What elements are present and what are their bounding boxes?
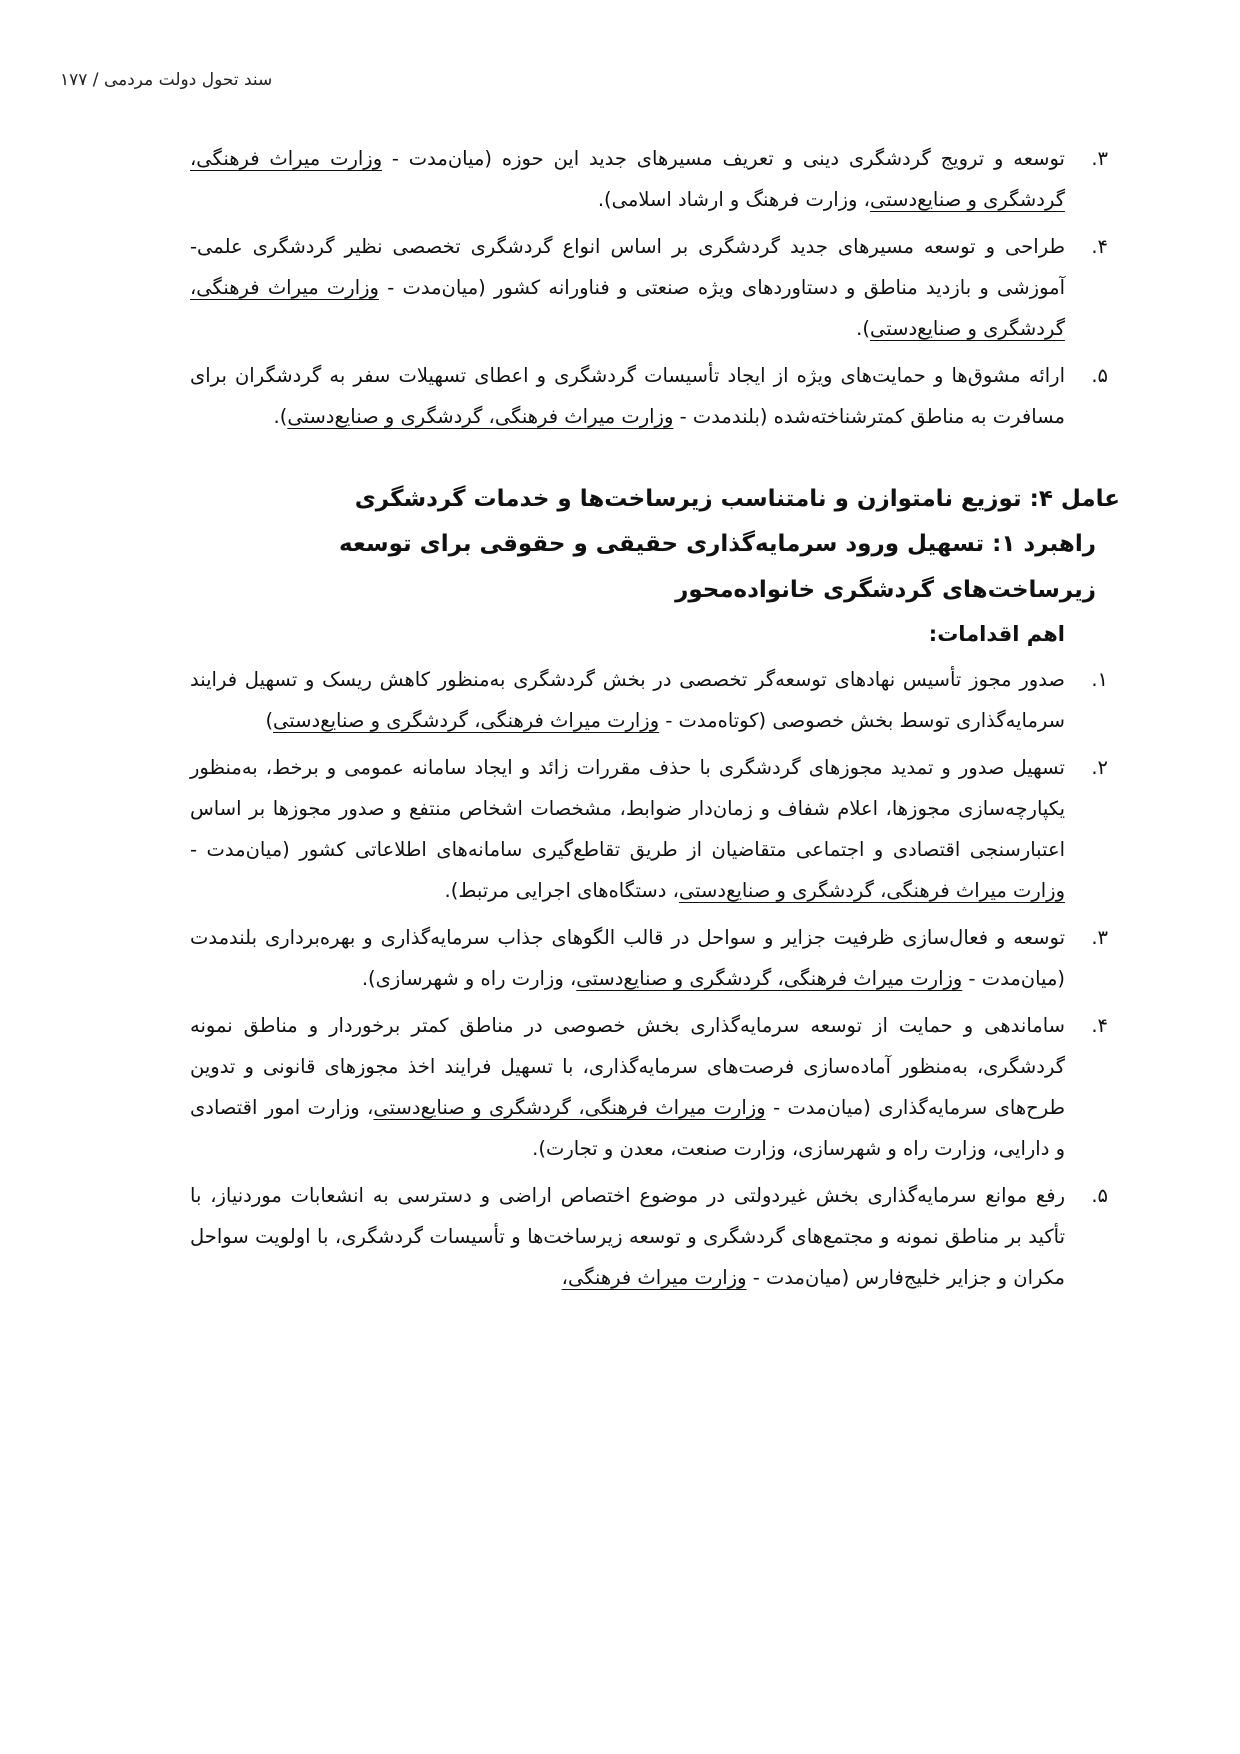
item-number: ۴. bbox=[1091, 1014, 1108, 1037]
list-item bbox=[120, 226, 1120, 349]
responsible-agency: وزارت میراث فرهنگی، bbox=[561, 1266, 747, 1289]
item-number: ۵. bbox=[1091, 364, 1108, 387]
item-text: ارائه مشوق‌ها و حمایت‌های ویژه از ایجاد تأسیسات گردشگری و اعطای تسهیلات سفر به گردشگران برای مسافرت به مناطق کمترشناخته‌شده (بلندمدت - bbox=[190, 364, 1065, 428]
item-tail: ، وزارت راه و شهرسازی). bbox=[361, 967, 577, 990]
item-text: رفع موانع سرمایه‌گذاری بخش غیردولتی در موضوع اختصاص اراضی و دسترسی به انشعابات موردنیاز، با تأکید بر مناطق نمونه و مجتمع‌های گردشگری و توسعه زیرساخت‌ها و تأسیسات گردشگری، با اولویت سواحل مکران و جزایر خلیج‌فارس (میان‌مدت - bbox=[190, 1184, 1065, 1289]
running-header: سند تحول دولت مردمی / ۱۷۷ bbox=[60, 70, 273, 90]
item-text: توسعه و ترویج گردشگری دینی و تعریف مسیرهای جدید این حوزه (میان‌مدت - bbox=[382, 147, 1065, 170]
list-item bbox=[120, 1005, 1120, 1169]
strategy-heading: راهبرد ۱: تسهیل ورود سرمایه‌گذاری حقیقی و حقوقی برای توسعه زیرساخت‌های گردشگری خانواده‌محور bbox=[339, 531, 1096, 603]
factor-heading: عامل ۴: توزیع نامتوازن و نامتناسب زیرساخت‌ها و خدمات گردشگری bbox=[354, 486, 1120, 512]
list-item bbox=[120, 659, 1120, 741]
responsible-agency: وزارت میراث فرهنگی، گردشگری و صنایع‌دستی bbox=[576, 967, 963, 990]
responsible-agency: وزارت میراث فرهنگی، گردشگری و صنایع‌دستی bbox=[678, 879, 1065, 902]
actions-heading: اهم اقدامات: bbox=[928, 622, 1065, 646]
item-number: ۲. bbox=[1091, 756, 1108, 779]
item-tail: ). bbox=[273, 405, 288, 428]
responsible-agency: وزارت میراث فرهنگی، گردشگری و صنایع‌دستی bbox=[373, 1096, 766, 1119]
item-number: ۵. bbox=[1091, 1184, 1108, 1207]
list-item bbox=[120, 1175, 1120, 1298]
responsible-agency: وزارت میراث فرهنگی، گردشگری و صنایع‌دستی bbox=[287, 405, 674, 428]
item-text: ساماندهی و حمایت از توسعه سرمایه‌گذاری بخش خصوصی در مناطق کمتر برخوردار و مناطق نمونه گردشگری، به‌منظور آماده‌سازی فرصت‌های سرمایه‌گذاری، با تسهیل فرایند اخذ مجوزهای قانونی و تدوین طرح‌های سرمایه‌گذاری (میان‌مدت - bbox=[190, 1014, 1065, 1119]
item-text: صدور مجوز تأسیس نهادهای توسعه‌گر تخصصی در بخش گردشگری به‌منظور کاهش ریسک و تسهیل فرایند سرمایه‌گذاری توسط بخش خصوصی (کوتاه‌مدت - bbox=[190, 668, 1065, 732]
item-number: ۴. bbox=[1091, 235, 1108, 258]
action-list bbox=[120, 659, 1120, 1298]
item-text: توسعه و فعال‌سازی ظرفیت جزایر و سواحل در قالب الگوهای جذاب سرمایه‌گذاری و بهره‌برداری بلندمدت (میان‌مدت - bbox=[190, 926, 1065, 990]
item-tail: ) bbox=[265, 709, 274, 732]
item-number: ۳. bbox=[1091, 926, 1108, 949]
item-text: تسهیل صدور و تمدید مجوزهای گردشگری با حذف مقررات زائد و ایجاد سامانه عمومی و برخط، به‌منظور یکپارچه‌سازی مجوزها، اعلام شفاف و زمان‌دار ضوابط، مشخصات اشخاص منتفع و صدور مجوزها بر اساس اعتبارسنجی اقتصادی و اجتماعی متقاضیان از طریق تقاطع‌گیری سامانه‌های اطلاعاتی کشور (میان‌مدت - bbox=[190, 756, 1065, 861]
responsible-agency: وزارت میراث فرهنگی، گردشگری و صنایع‌دستی bbox=[190, 276, 1065, 340]
list-item bbox=[120, 355, 1120, 437]
list-item bbox=[120, 138, 1120, 220]
item-number: ۱. bbox=[1091, 668, 1108, 691]
item-text: طراحی و توسعه مسیرهای جدید گردشگری بر اساس انواع گردشگری تخصصی نظیر گردشگری علمی-آموزشی و بازدید مناطق و دستاوردهای ویژه صنعتی و فناورانه کشور (میان‌مدت - bbox=[190, 235, 1066, 299]
item-tail: ، وزارت امور اقتصادی و دارایی، وزارت راه و شهرسازی، وزارت صنعت، معدن و تجارت). bbox=[190, 1096, 1065, 1160]
action-list-continued bbox=[120, 138, 1120, 437]
responsible-agency: وزارت میراث فرهنگی، گردشگری و صنایع‌دستی bbox=[190, 147, 1065, 211]
list-item bbox=[120, 747, 1120, 911]
item-tail: ). bbox=[856, 317, 870, 340]
list-item bbox=[120, 917, 1120, 999]
item-tail: ، دستگاه‌های اجرایی مرتبط). bbox=[444, 879, 679, 902]
responsible-agency: وزارت میراث فرهنگی، گردشگری و صنایع‌دستی bbox=[273, 709, 660, 732]
item-tail: ، وزارت فرهنگ و ارشاد اسلامی). bbox=[597, 188, 870, 211]
item-number: ۳. bbox=[1091, 147, 1108, 170]
document-body bbox=[120, 138, 1120, 1304]
